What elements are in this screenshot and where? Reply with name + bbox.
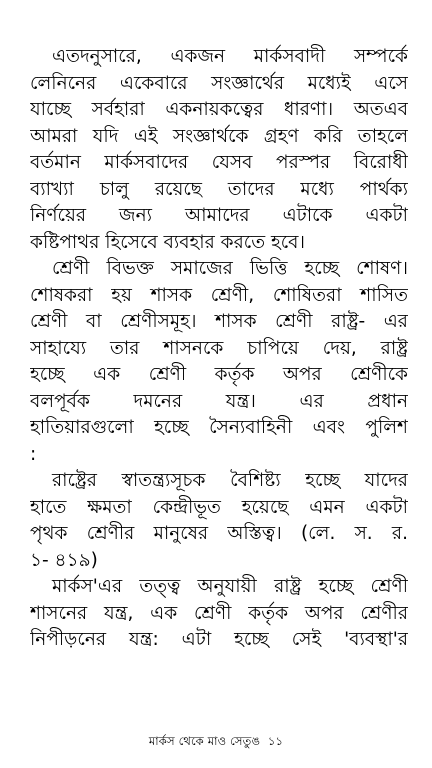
text-line: সাহায্যে তার শাসনকে চাপিয়ে দেয়, রাষ্ট্র [30, 337, 408, 359]
running-title: মার্কস থেকে মাও সেতুঙ [148, 734, 261, 748]
text-line: কষ্টিপাথর হিসেবে ব্যবহার করতে হবে। [30, 231, 306, 253]
text-line: শ্রেণী বিভক্ত সমাজের ভিত্তি হচ্ছে শোষণ। [52, 258, 408, 279]
body-text [30, 44, 408, 654]
paragraph-3 [30, 468, 408, 574]
text-line: হাতে ক্ষমতা কেন্দ্রীভূত হয়েছে এমন একটা [30, 496, 408, 518]
text-line: যাচ্ছে সর্বহারা একনায়কত্বের ধারণা। অতএব [30, 99, 408, 120]
text-line: শাসনের যন্ত্র, এক শ্রেণী কর্তৃক অপর শ্রেণীর [30, 602, 408, 624]
text-line: মার্কস'এর তত্ত্ব অনুযায়ী রাষ্ট্র হচ্ছে শ্রেণী [52, 576, 408, 597]
text-line: নিপীড়নের যন্ত্র: এটা হচ্ছে সেই 'ব্যবস্থা'র [30, 629, 408, 650]
page-number: ১১ [267, 734, 284, 748]
text-line: আমরা যদি এই সংজ্ঞার্থকে গ্রহণ করি তাহলে [30, 125, 408, 147]
text-line: বলপূর্বক দমনের যন্ত্র। এর প্রধান [30, 390, 408, 412]
text-line: এতদনুসারে, একজন মার্কসবাদী সম্পর্কে [52, 46, 408, 67]
paragraph-1 [30, 44, 408, 256]
text-line: পৃথক শ্রেণীর মানুষের অস্তিত্ব। (লে. স. র. [30, 523, 408, 544]
paragraph-4 [30, 574, 408, 654]
text-line: রাষ্ট্রের স্বাতন্ত্র্যসূচক বৈশিষ্ট্য হচ্ছে যাদের [52, 470, 408, 491]
text-line: শ্রেণী বা শ্রেণীসমূহ। শাসক শ্রেণী রাষ্ট্র- এর [30, 311, 408, 332]
page-footer [0, 733, 432, 752]
text-line: ব্যাখ্যা চালু রয়েছে তাদের মধ্যে পার্থক্য [30, 178, 408, 200]
text-line: নির্ণয়ের জন্য আমাদের এটাকে একটা [30, 205, 408, 226]
text-line: ১- ৪১৯) [30, 549, 98, 571]
paragraph-2 [30, 256, 408, 468]
text-line: হচ্ছে এক শ্রেণী কর্তৃক অপর শ্রেণীকে [30, 364, 408, 385]
text-line: লেনিনের একেবারে সংজ্ঞার্থের মধ্যেই এসে [30, 72, 408, 94]
text-line: বর্তমান মার্কসবাদের যেসব পরস্পর বিরোধী [30, 152, 408, 173]
text-line: : [30, 443, 37, 465]
text-line: হাতিয়ারগুলো হচ্ছে সৈন্যবাহিনী এবং পুলিশ [30, 417, 408, 438]
text-line: শোষকরা হয় শাসক শ্রেণী, শোষিতরা শাসিত [30, 284, 408, 306]
